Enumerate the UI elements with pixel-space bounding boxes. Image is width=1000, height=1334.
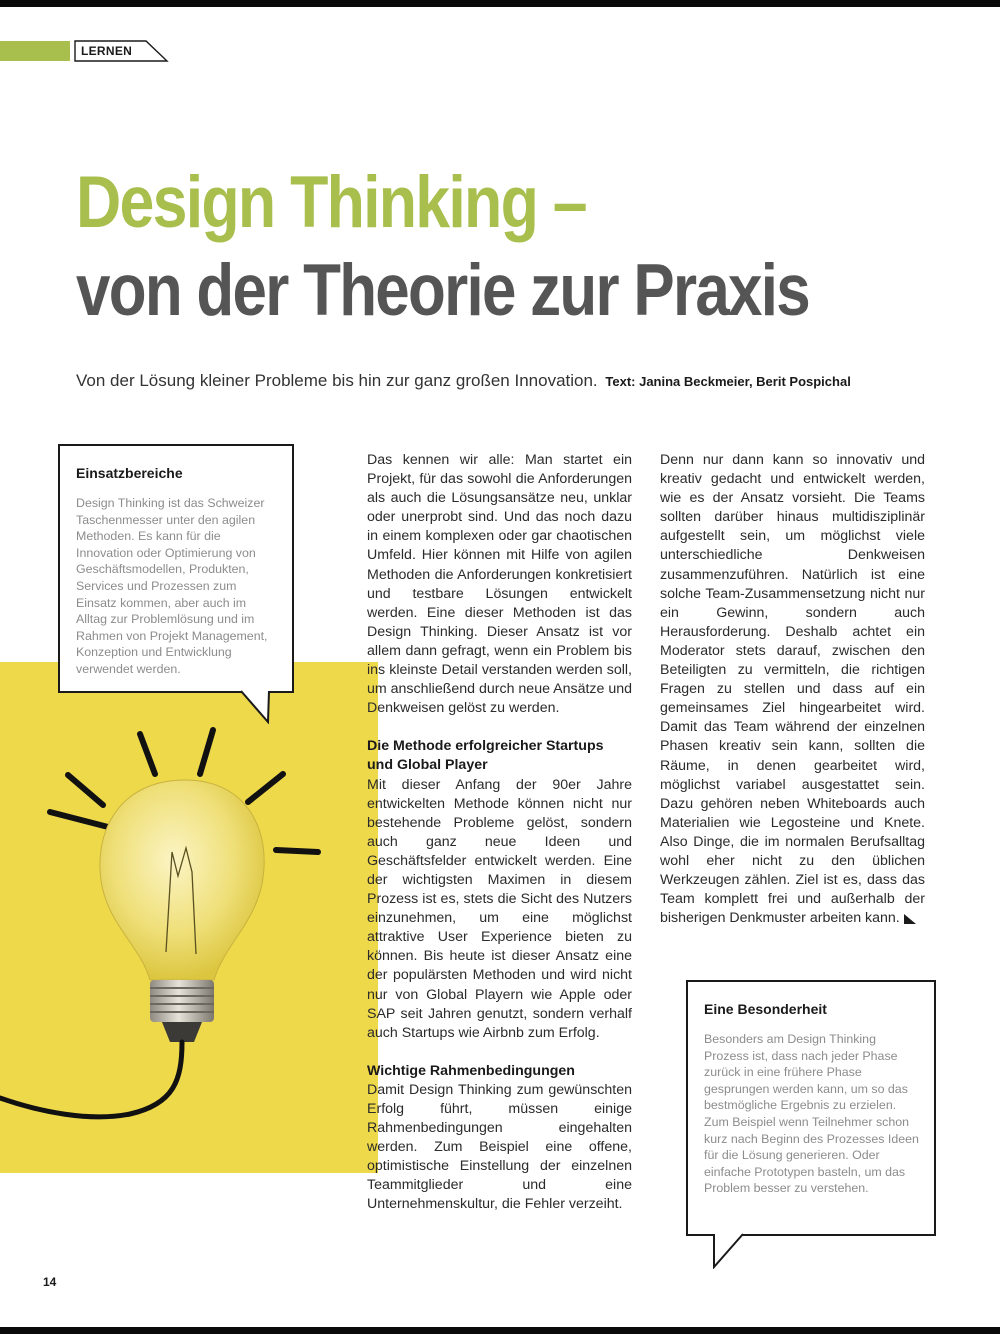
intro <box>76 371 976 391</box>
article-paragraph: Das kennen wir alle: Man startet ein Projekt, für das sowohl die Anforderungen als auch die Lösungsansätze neu, unklar oder unerprobt sind. Und das noch dazu in einem komplexen oder gar chaotischen Umfeld. Hier können mit Hilfe von agilen Methoden die Anforderungen konkretisiert und testbare Lösungen entwickelt werden. Eine dieser Methoden ist das Design Thinking. Dieser Ansatz ist vor allem dann gefragt, wenn ein Problem bis ins kleinste Detail verstanden werden soll, um anschließend durch neue Ansätze und Denkweisen gelöst zu werden. <box>367 452 633 717</box>
lightbulb-icon <box>0 662 378 1173</box>
callout-einsatzbereiche <box>58 444 294 693</box>
section-color-bar <box>0 41 70 61</box>
callout-text: Besonders am Design Thinking Prozess ist, dass nach jeder Phase zurück in eine frühere Phase gesprungen werden kann, um so das bestmögliche Ergebnis zu erzielen. Zum Beispiel wenn Teilnehmer schon kurz nach Beginn des Prozesses Ideen für die Lösung generieren. Oder einfache Prototypen basteln, um das Problem besser zu verstehen. <box>704 1032 919 1196</box>
callout-title: Einsatzbereiche <box>76 465 183 481</box>
callout-title: Eine Besonderheit <box>704 1001 827 1017</box>
article-paragraph <box>660 451 925 928</box>
callout-tail <box>240 690 272 724</box>
triangle-end-icon <box>904 914 916 924</box>
article-paragraph-text: Denn nur dann kann so innovativ und kreativ gedacht und entwickelt werden, wie es der Ansatz vorsieht. Die Teams sollten darüber hinaus multidisziplinär aufgestellt sein, um möglichst viele unterschiedliche Denkweisen zusammenzuführen. Natürlich ist eine solche Team-Zusammensetzung nicht nur ein Gewinn, sondern auch Herausforderung. Deshalb achtet ein Moderator stets darauf, zwischen den Beteiligten zu vermitteln, die richtigen Fragen zu stellen und dass auf ein gemeinsames Ziel hingearbeitet wird. Damit das Team während der einzelnen Phasen kreativ sein kann, sollten die Räume, in denen gearbeitet wird, möglichst variabel ausgestattet sein. Dazu gehören neben Whiteboards auch Materialien wie Legosteine und Knete. Also Dinge, die im normalen Berufsalltag wohl eher nicht zu den üblichen Werkzeugen zählen. Ziel ist es, dass das Team komplett frei und außerhalb der bisherigen Denkmuster arbeiten kann. <box>660 452 925 927</box>
callout-text: Design Thinking ist das Schweizer Taschenmesser unter den agilen Methoden. Es kann für die Innovation oder Optimierung von Geschäftsmodellen, Produkten, Services und Prozessen zum Einsatz kommen, aber auch im Alltag zur Problemlösung und im Rahmen von Projekt Management, Konzeption und Entwicklung verwendet werden. <box>76 496 268 676</box>
callout-besonderheit <box>686 980 936 1236</box>
article-subheading: Wichtige Rahmenbedingungen <box>367 1062 575 1079</box>
top-border <box>0 0 1000 7</box>
author-credits: Text: Janina Beckmeier, Berit Pospichal <box>605 374 851 389</box>
intro-lead: Von der Lösung kleiner Probleme bis hin zur ganz großen Innovation. <box>76 371 598 390</box>
article-paragraph: Mit dieser Anfang der 90er Jahre entwickelten Methode können nicht nur bestehende Probleme gelöst, sondern auch ganz neue Ideen und Geschäftsfelder entwickelt werden. Eine der wichtigsten Maximen in diesem Prozess ist es, stets die Sicht des Nutzers einzunehmen, um eine möglichst attraktive User Experience bieten zu können. Bis heute ist dieser Ansatz eine der populärsten Methoden und wird nicht nur von Global Playern wie Apple oder SAP seit Jahren genutzt, sondern verhalf auch Startups wie Airbnb zum Erfolg. <box>367 776 632 1041</box>
article-subheading: Die Methode erfolgreicher Startups und Global Player <box>367 738 604 774</box>
page-number: 14 <box>43 1275 57 1289</box>
callout-tail <box>712 1233 746 1269</box>
article-column-1 <box>367 451 632 1215</box>
section-label: LERNEN <box>81 44 133 58</box>
headline-line-2: von der Theorie zur Praxis <box>76 249 809 332</box>
headline-line-1: Design Thinking – <box>76 161 586 244</box>
article-paragraph: Damit Design Thinking zum gewünschten Erfolg führt, müssen einige Rahmenbedingungen eingehalten werden. Zum Beispiel eine offene, optimistische Einstellung der einzelnen Teammitglieder und eine Unternehmenskultur, die Fehler verzeiht. <box>367 1081 632 1213</box>
bottom-border <box>0 1327 1000 1334</box>
article-column-2 <box>660 451 925 928</box>
